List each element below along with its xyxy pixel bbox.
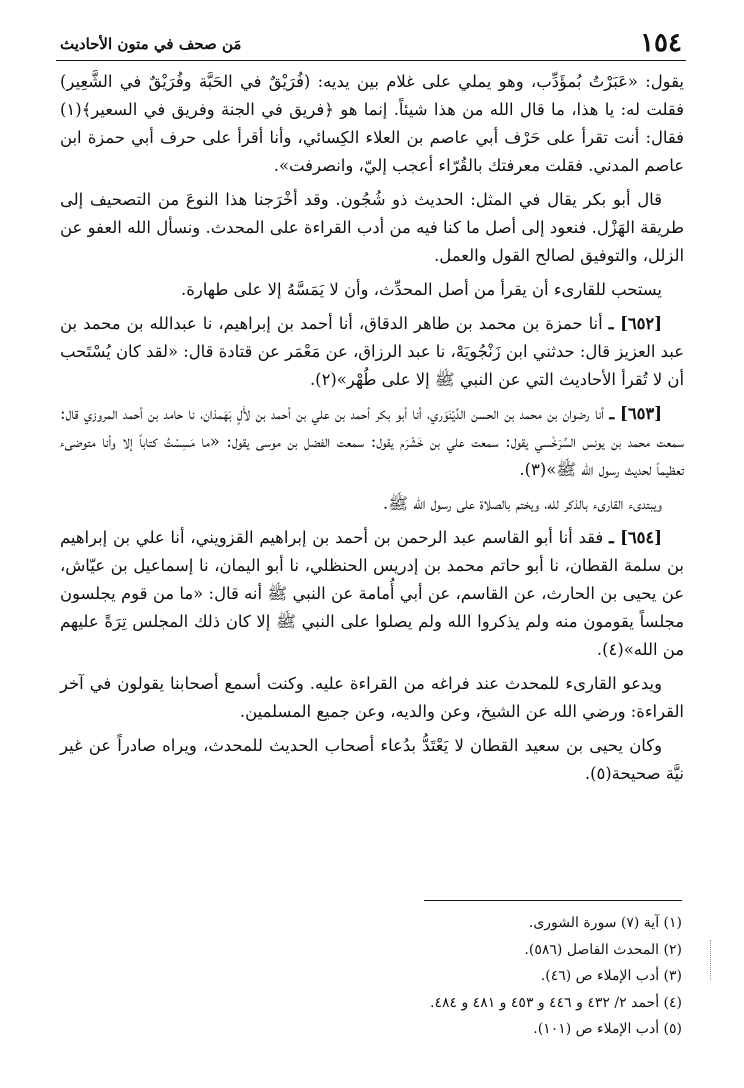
- paragraph-opening-closing: ويبتدىء القارىء بالذكر لله، ويختم بالصلاة على رسول الله ﷺ.: [383, 494, 662, 513]
- hadith-number: [٦٥٣] ـ: [609, 404, 662, 423]
- running-title: مَن صحف في متون الأحاديث: [60, 35, 242, 53]
- footnote-divider: [424, 900, 682, 901]
- hadith-number: [٦٥٤] ـ: [609, 528, 663, 547]
- hadith-text: أنا رضوان بن محمد بن الحسن الدِّيْنَوَري، أنا أبو بكر أحمد بن علي بن أحمد بن لأَلٍ بَهَمذان، نا حامد بن أحمد المروزي قال: سمعت محمد بن يونس السِّرَخْسي يقول: سمعت علي بن خَشْرَم يقول: سمعت الفضل بن موسى يقول: «ما مَسِسْتُ كتاباً إلا وأنا متوضىء تعظيماً لحديث رسول الله ﷺ»(٣).: [60, 404, 684, 479]
- hadith-text: فقد أنا أبو القاسم عبد الرحمن بن أحمد بن إبراهيم القزويني، أنا علي بن إبراهيم بن سلمة القطان، نا أبو حاتم محمد بن إدريس الحنظلي، نا أبو اليمان، نا إسماعيل بن عيّاش، عن يحيى بن الحارث، عن القاسم، عن أبي أُمامة عن النبي ﷺ أنه قال: «ما من قوم يجلسون مجلساً يقومون منه ولم يذكروا الله ولم يصلوا على النبي ﷺ إلا كان ذلك المجلس تِرَةً عليهم من الله»(٤).: [60, 528, 684, 659]
- paragraph-supplication: ويدعو القارىء للمحدث عند فراغه من القراءة عليه. وكنت أسمع أصحابنا يقولون في آخر القراءة: ورضي الله عن الشيخ، وعن والديه، وعن جميع المسلمين.: [60, 674, 684, 721]
- footnote-item: (٤) أحمد ٢/ ٤٣٢ و ٤٤٦ و ٤٥٣ و ٤٨١ و ٤٨٤.: [429, 994, 682, 1011]
- hadith-654: [60, 524, 684, 664]
- margin-mark: [710, 940, 712, 980]
- hadith-text: أنا حمزة بن محمد بن طاهر الدقاق، أنا أحمد بن إبراهيم، نا عبدالله بن محمد بن عبد العزيز قال: حدثني ابن زَنْجُويَهْ، نا عبد الرزاق، عن مَعْمَر عن قتادة قال: «لقد كان يُسْتَحب أن لا تُقرأ الأحاديث التي عن النبي ﷺ إلا على طُهْر»(٢).: [60, 314, 684, 389]
- hadith-number: [٦٥٢] ـ: [608, 314, 663, 333]
- footnote-item: (٢) المحدث الفاصل (٥٨٦).: [524, 941, 682, 958]
- page-header: [56, 26, 686, 61]
- hadith-652: [60, 310, 684, 394]
- page-number: ١٥٤: [640, 28, 682, 58]
- paragraph-author-comment: قال أبو بكر يقال في المثل: الحديث ذو شُجُون. وقد أخْرَجنا هذا النوعَ من التصحيف إلى طريقة الهَزْل. فنعود إلى أصل ما كنا فيه من أدب القراءة على المحدث. ونسأل الله العفو عن الزلل، والتوفيق لصالح القول والعمل.: [60, 190, 684, 265]
- footnote-item: (١) آية (٧) سورة الشورى.: [528, 915, 682, 931]
- footnote-item: (٥) أدب الإملاء ص (١٠١).: [533, 1021, 682, 1037]
- footnotes: [200, 910, 682, 1043]
- paragraph-anecdote: يقول: «عَبَرْتُ بُمؤَدِّب، وهو يملي على غلام بين يديه: (فُرَيْقٌ في الحَبَّة وفُرَيْقٌ في الشَّعِير) فقلت له: يا هذا، ما قال الله من هذا شيئاً. إنما هو ﴿فريق في الجنة وفريق في السعير﴾(١) فقال: أنت تقرأ على حَرْف أبي عاصم بن العلاء الكِسائي، وأنا أقرأ على حرف أبي حمزة ابن عاصم المدني. فقلت معرفتك بالقُرّاء أعجب إليّ، وانصرفت».: [60, 72, 684, 175]
- paragraph-purity-rule: يستحب للقارىء أن يقرأ من أصل المحدِّث، وأن لا يَمَسَّهُ إلا على طهارة.: [181, 280, 662, 299]
- paragraph-qattan: وكان يحيى بن سعيد القطان لا يَعْتَدُّ بدُعاء أصحاب الحديث للمحدث، ويراه صادراً عن غير نيَّة صحيحة(٥).: [60, 736, 684, 783]
- footnote-item: (٣) أدب الإملاء ص (٤٦).: [540, 968, 682, 984]
- hadith-653: [60, 400, 684, 484]
- main-text: [60, 68, 684, 788]
